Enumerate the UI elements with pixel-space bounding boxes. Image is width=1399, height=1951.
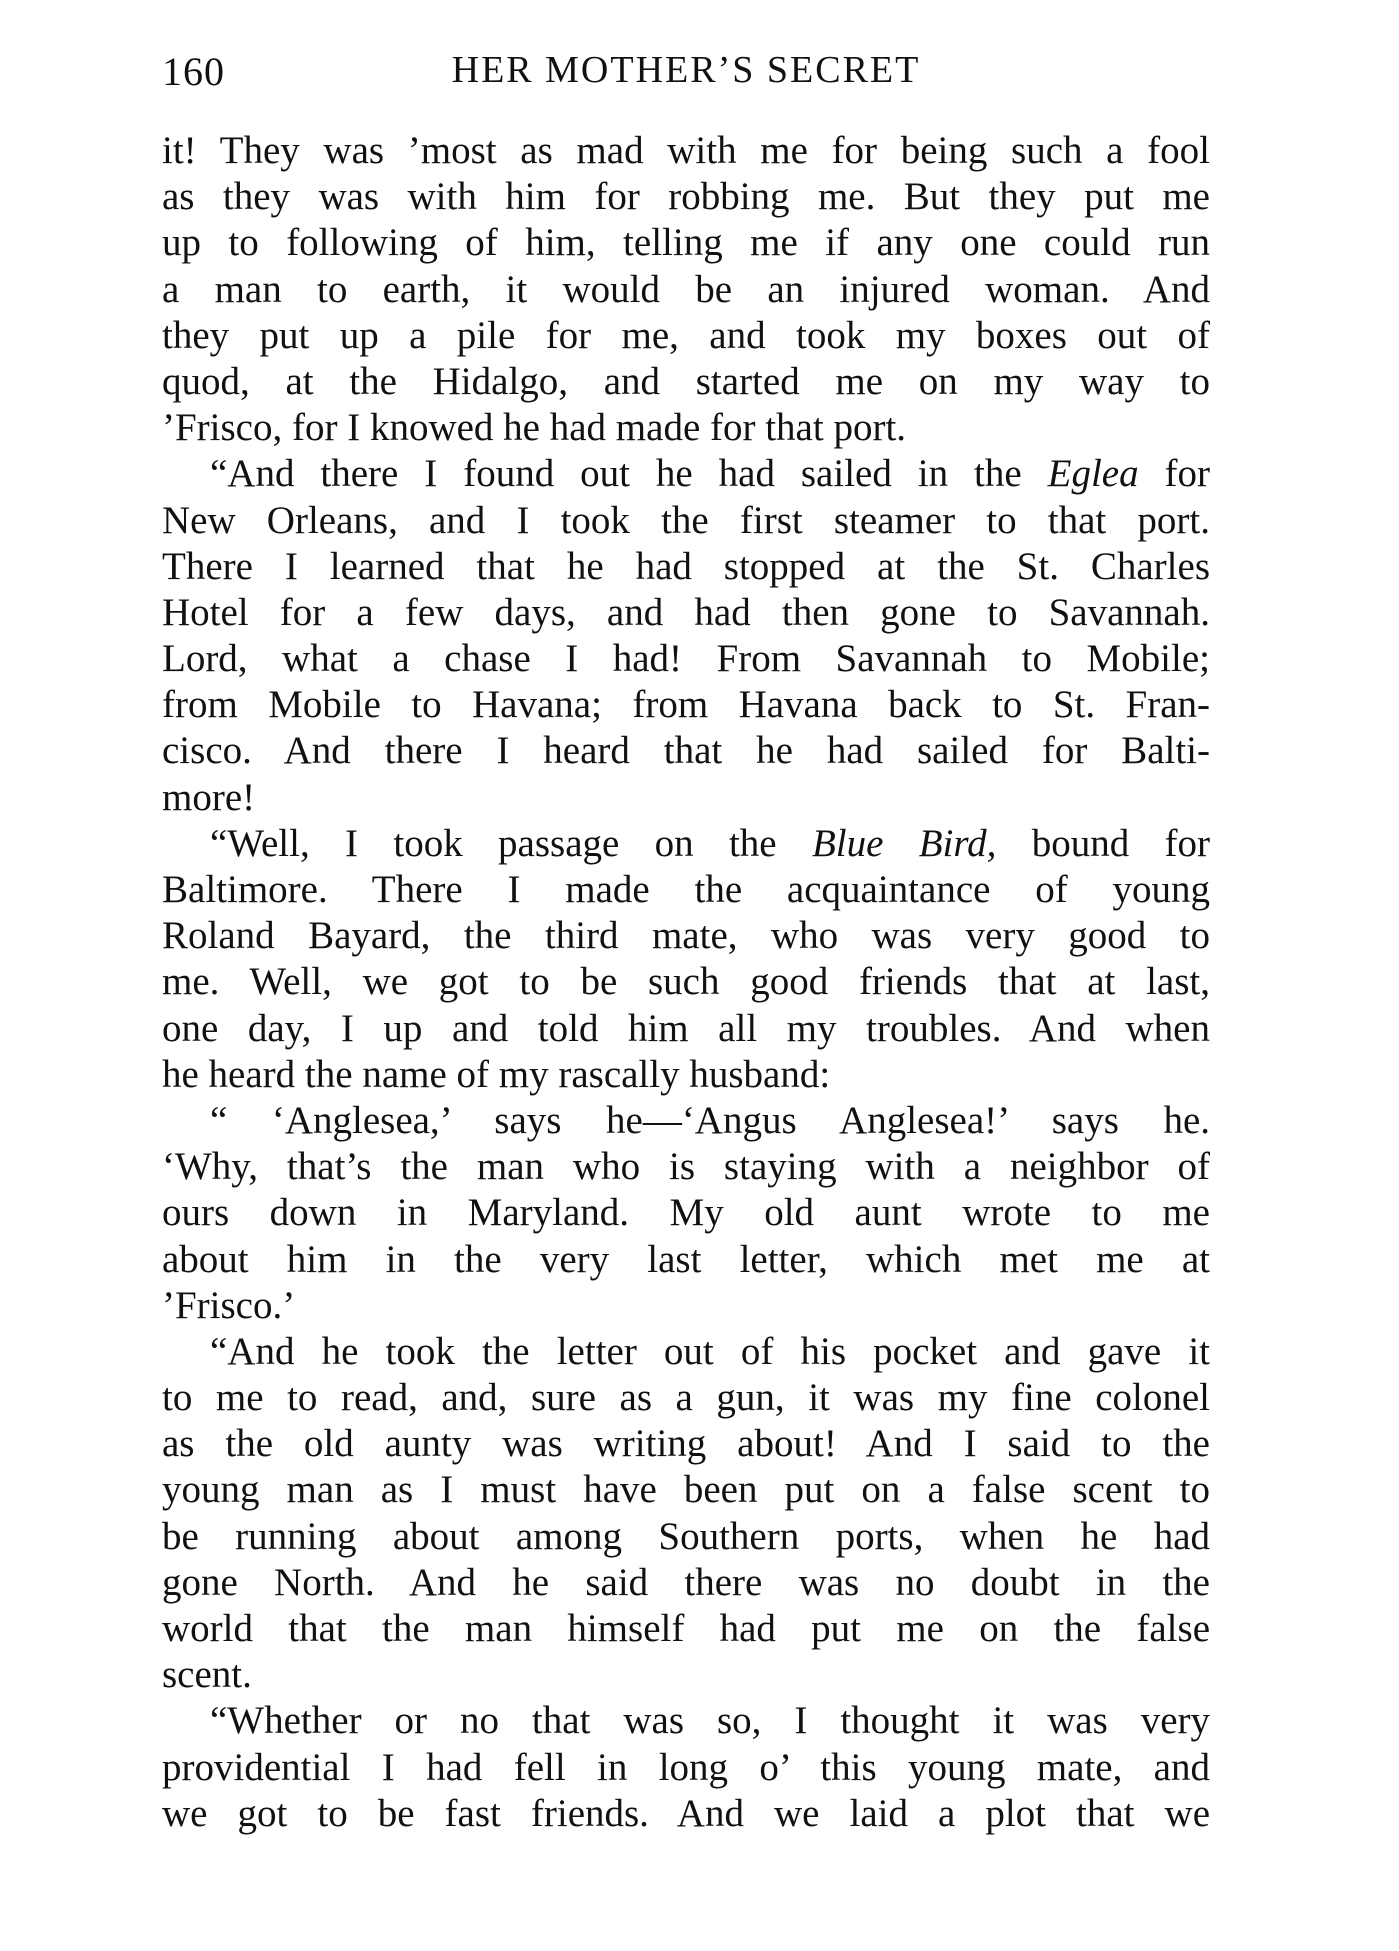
text-line: a man to earth, it would be an injured woman. And <box>162 267 1210 311</box>
text-line: me. Well, we got to be such good friends that at last, <box>162 960 1210 1004</box>
text-line: it! They was ’most as mad with me for being such a fool <box>162 129 1210 172</box>
text-line: more! <box>162 775 256 819</box>
text-line: as they was with him for robbing me. But they put me <box>162 175 1210 219</box>
text-line: he heard the name of my rascally husband: <box>162 1052 831 1096</box>
text-line: Roland Bayard, the third mate, who was very good to <box>162 914 1210 958</box>
italic-text: Blue Bird, <box>811 821 997 865</box>
text-line: as the old aunty was writing about! And I said to the <box>162 1422 1210 1466</box>
text-segment: “And there I found out he had sailed in the <box>210 452 1048 496</box>
text-line: up to following of him, telling me if any one could run <box>162 221 1210 265</box>
text-line: “And he took the letter out of his pocket and gave it <box>210 1329 1210 1373</box>
text-line: cisco. And there I heard that he had sailed for Balti- <box>162 729 1210 773</box>
text-line: gone North. And he said there was no doubt in the <box>162 1560 1210 1604</box>
text-line: Baltimore. There I made the acquaintance of young <box>162 868 1210 911</box>
text-line: from Mobile to Havana; from Havana back to St. Fran- <box>162 683 1210 727</box>
text-segment: for <box>1138 452 1211 496</box>
text-line: ’Frisco, for I knowed he had made for that port. <box>162 406 907 450</box>
text-line: be running about among Southern ports, when he had <box>162 1514 1210 1558</box>
page-number: 160 <box>162 49 225 94</box>
text-line: they put up a pile for me, and took my boxes out of <box>162 313 1210 357</box>
text-line: “Whether or no that was so, I thought it was very <box>210 1699 1210 1743</box>
text-line <box>162 821 1210 867</box>
page-header <box>162 48 1210 108</box>
text-line: ours down in Maryland. My old aunt wrote to me <box>162 1191 1210 1235</box>
text-line: ‘Why, that’s the man who is staying with a neighbor of <box>162 1145 1210 1189</box>
text-segment: bound for <box>996 821 1210 865</box>
running-title: HER MOTHER’S SECRET <box>451 49 921 91</box>
text-segment: “Well, I took passage on the <box>210 821 812 865</box>
text-line: scent. <box>162 1653 252 1697</box>
text-line: world that the man himself had put me on the false <box>162 1607 1210 1650</box>
text-line: about him in the very last letter, which met me at <box>162 1237 1210 1281</box>
text-line <box>162 451 1210 497</box>
body-text <box>162 128 1210 1837</box>
text-line: to me to read, and, sure as a gun, it was my fine colonel <box>162 1376 1210 1420</box>
text-line: quod, at the Hidalgo, and started me on my way to <box>162 359 1210 403</box>
text-line: New Orleans, and I took the first steamer to that port. <box>162 498 1210 542</box>
italic-text: Eglea <box>1047 452 1139 496</box>
text-line: we got to be fast friends. And we laid a plot that we <box>162 1791 1210 1835</box>
text-line: “ ‘Anglesea,’ says he—‘Angus Anglesea!’ says he. <box>210 1098 1210 1142</box>
text-line: Hotel for a few days, and had then gone to Savannah. <box>162 590 1210 634</box>
text-line: one day, I up and told him all my troubles. And when <box>162 1006 1210 1050</box>
text-line: providential I had fell in long o’ this young mate, and <box>162 1745 1210 1789</box>
text-line: Lord, what a chase I had! From Savannah to Mobile; <box>162 637 1210 681</box>
text-line: There I learned that he had stopped at the St. Charles <box>162 544 1210 588</box>
text-line: young man as I must have been put on a false scent to <box>162 1468 1210 1512</box>
text-line: ’Frisco.’ <box>162 1283 296 1327</box>
